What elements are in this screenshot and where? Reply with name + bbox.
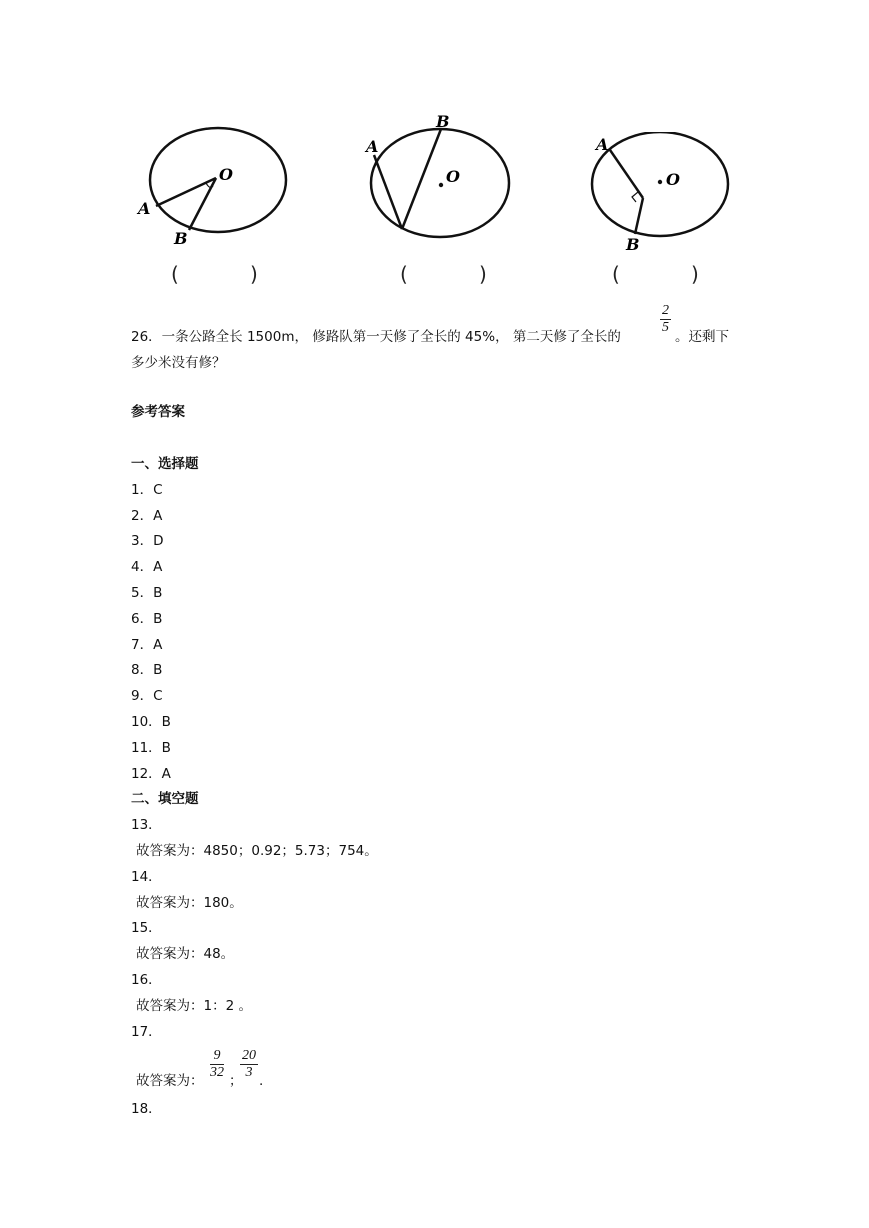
fraction-numerator: 2 xyxy=(662,303,669,318)
answers-title: 参考答案 xyxy=(131,404,185,420)
choice-answer: 1．C xyxy=(131,482,163,498)
fill-answer-17-prefix: 故答案为： xyxy=(136,1073,204,1089)
fill-question-number: 18． xyxy=(131,1101,162,1117)
answer-17-separator: ； xyxy=(229,1073,243,1089)
label-o: O xyxy=(666,170,680,189)
label-a: A xyxy=(596,135,609,154)
choice-answer: 2．A xyxy=(131,508,163,524)
choice-answer: 6．B xyxy=(131,611,163,627)
fill-answer: 故答案为：180。 xyxy=(136,895,243,911)
question-26-line1 xyxy=(131,328,621,346)
choice-answer: 9．C xyxy=(131,688,163,704)
circle-figure-1 xyxy=(130,120,300,250)
fill-answer: 故答案为：1：2 。 xyxy=(136,998,252,1014)
choice-answer: 8．B xyxy=(131,662,163,678)
answer-paren-close: ) xyxy=(479,262,487,286)
label-b: B xyxy=(174,229,188,248)
answer-paren-open: ( xyxy=(171,262,179,286)
section-2-title: 二、填空题 xyxy=(131,791,199,807)
label-o: O xyxy=(219,165,233,184)
answer-17-fraction-2 xyxy=(240,1048,258,1081)
choice-answer: 11．B xyxy=(131,740,171,756)
question-26-fraction xyxy=(660,303,671,336)
answer-17-end: . xyxy=(259,1073,264,1089)
section-1-title: 一、选择题 xyxy=(131,456,199,472)
question-26-text-tail: 。还剩下 xyxy=(675,329,729,345)
choice-answer: 5．B xyxy=(131,585,163,601)
choice-answer: 3．D xyxy=(131,533,164,549)
label-a: A xyxy=(138,199,151,218)
label-b: B xyxy=(436,112,450,131)
answer-paren-open: ( xyxy=(400,262,408,286)
answer-paren-close: ) xyxy=(691,262,699,286)
fill-question-number: 16． xyxy=(131,972,162,988)
fill-question-number: 15． xyxy=(131,920,162,936)
fraction-denominator: 3 xyxy=(245,1065,253,1080)
fill-question-number: 14． xyxy=(131,869,162,885)
fill-answer: 故答案为：48。 xyxy=(136,946,235,962)
label-o: O xyxy=(446,167,460,186)
question-26-line2: 多少米没有修？ xyxy=(131,355,226,371)
question-26-text: 26．一条公路全长 1500m， 修路队第一天修了全长的 45%， 第二天修了全长的 xyxy=(131,329,621,345)
fill-question-number: 17． xyxy=(131,1024,162,1040)
choice-answer: 10．B xyxy=(131,714,171,730)
label-a: A xyxy=(366,137,379,156)
answer-17-fraction-1 xyxy=(210,1048,224,1081)
fill-answer: 故答案为：4850；0.92；5.73；754。 xyxy=(136,843,378,859)
circle-figure-3 xyxy=(588,132,738,254)
fraction-numerator: 9 xyxy=(210,1048,224,1065)
circle-diagram-central-angle xyxy=(130,120,300,250)
label-b: B xyxy=(626,235,640,254)
circle-diagram-inscribed-angle xyxy=(362,112,522,247)
choice-answer: 12．A xyxy=(131,766,171,782)
fraction-numerator: 20 xyxy=(242,1048,256,1063)
fill-question-number: 13． xyxy=(131,817,162,833)
choice-answer: 4．A xyxy=(131,559,163,575)
question-26-tail xyxy=(675,328,729,346)
fraction-denominator: 5 xyxy=(662,320,669,335)
answer-paren-close: ) xyxy=(250,262,258,286)
answer-paren-open: ( xyxy=(612,262,620,286)
choice-answer: 7．A xyxy=(131,637,163,653)
circle-figure-2 xyxy=(362,112,522,247)
fraction-denominator: 32 xyxy=(210,1065,224,1080)
circle-diagram-right-angle xyxy=(588,132,738,254)
